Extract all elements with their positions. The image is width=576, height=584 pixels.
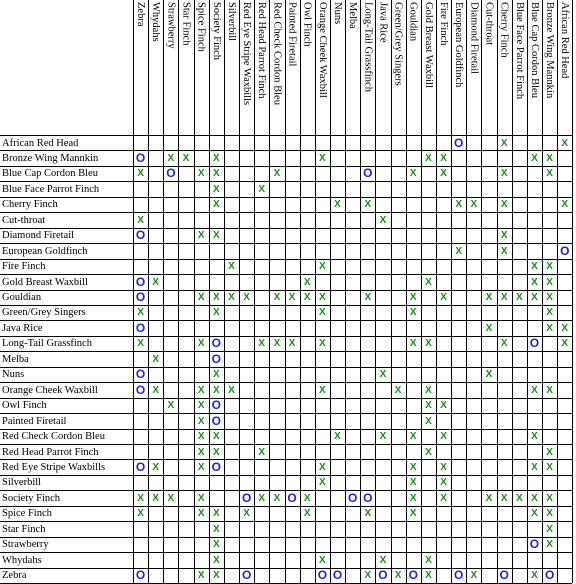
- compatible-mark: X: [394, 570, 402, 582]
- circle-mark: O: [529, 537, 540, 552]
- column-header: [148, 2, 163, 134]
- circle-mark: O: [135, 228, 146, 243]
- column-header: [178, 2, 193, 134]
- grid-line-vertical: [421, 0, 422, 583]
- column-header: [300, 2, 315, 134]
- compatible-mark: X: [152, 276, 160, 288]
- compatible-mark: X: [531, 292, 538, 303]
- column-header: [375, 2, 390, 134]
- compatible-mark: X: [152, 353, 160, 365]
- compatible-mark: X: [440, 477, 447, 489]
- compatible-mark: X: [500, 492, 508, 504]
- compatible-mark: X: [243, 508, 250, 520]
- compatible-mark: X: [561, 338, 569, 350]
- circle-mark: O: [211, 398, 221, 413]
- circle-mark: O: [135, 459, 146, 474]
- circle-mark: O: [241, 490, 252, 505]
- column-header-label: Cut-throat: [483, 2, 495, 46]
- grid-line-vertical: [466, 0, 467, 583]
- column-header: [315, 2, 330, 134]
- column-header-label: Nuns: [331, 2, 343, 25]
- row-label: Zebra: [2, 570, 27, 582]
- compatible-mark: X: [531, 570, 538, 582]
- column-header-label: Gouldian: [407, 2, 419, 42]
- compatible-mark: X: [197, 446, 205, 458]
- compatible-mark: X: [258, 338, 266, 350]
- compatible-mark: X: [137, 492, 144, 504]
- compatible-mark: X: [228, 292, 235, 303]
- compatible-mark: X: [500, 230, 508, 242]
- column-header-label: Star Finch: [180, 2, 192, 46]
- compatible-mark: X: [303, 292, 311, 303]
- compatible-mark: X: [546, 384, 553, 396]
- compatible-mark: X: [212, 183, 220, 195]
- grid-line-vertical: [451, 0, 452, 583]
- column-header-label: Bronze Wing Mannkin: [544, 2, 556, 99]
- row-label: Spice Finch: [2, 508, 52, 520]
- compatible-mark: X: [334, 431, 341, 443]
- compatible-mark: X: [212, 307, 220, 319]
- row-label: Gouldian: [2, 292, 42, 303]
- compatible-mark: X: [212, 539, 220, 551]
- compatible-mark: X: [394, 384, 402, 396]
- circle-mark: O: [211, 351, 221, 366]
- column-header: [481, 2, 496, 134]
- compatible-mark: X: [561, 322, 569, 334]
- column-header-label: Silverbill: [225, 2, 237, 42]
- compatible-mark: X: [515, 292, 523, 303]
- compatible-mark: X: [303, 508, 311, 520]
- row-label: Gold Breast Waxbill: [2, 276, 88, 288]
- column-header: [360, 2, 375, 134]
- column-header-label: Long-Tail Grassfinch: [362, 2, 374, 92]
- compatible-mark: X: [531, 508, 538, 520]
- compatible-mark: X: [455, 199, 463, 211]
- column-header-label: Orange Cheek Waxbill: [316, 2, 328, 98]
- row-label: Green/Grey Singers: [2, 307, 86, 319]
- circle-mark: O: [135, 320, 146, 335]
- compatible-mark: X: [425, 152, 432, 164]
- compatible-mark: X: [137, 168, 144, 180]
- column-header: [194, 2, 209, 134]
- compatible-mark: X: [273, 338, 281, 350]
- compatible-mark: X: [197, 168, 205, 180]
- grid-line-vertical: [330, 0, 331, 583]
- compatible-mark: X: [409, 492, 417, 504]
- row-label: Fire Finch: [2, 261, 46, 273]
- compatible-mark: X: [561, 137, 569, 149]
- row-label: European Goldfinch: [2, 245, 88, 257]
- compatible-mark: X: [319, 477, 326, 489]
- compatible-mark: X: [319, 307, 326, 319]
- column-header: [466, 2, 481, 134]
- compatible-mark: X: [228, 384, 235, 396]
- column-header-label: Cherry Finch: [498, 2, 510, 58]
- row-label: Orange Cheek Waxbill: [2, 384, 98, 396]
- compatible-mark: X: [379, 554, 387, 566]
- compatible-mark: X: [152, 461, 160, 473]
- compatible-mark: X: [212, 292, 220, 303]
- column-header: [497, 2, 512, 134]
- compatible-mark: X: [212, 508, 220, 520]
- column-header: [224, 2, 239, 134]
- circle-mark: O: [332, 568, 343, 583]
- circle-mark: O: [135, 274, 146, 289]
- compatible-mark: X: [425, 446, 432, 458]
- compatible-mark: X: [167, 152, 175, 164]
- column-header-label: Whydahs: [150, 2, 162, 42]
- row-label: Painted Firetail: [2, 415, 67, 427]
- compatible-mark: X: [212, 369, 220, 381]
- column-header: [391, 2, 406, 134]
- compatible-mark: X: [137, 508, 144, 520]
- circle-mark: O: [211, 459, 221, 474]
- compatible-mark: X: [364, 292, 372, 303]
- compatible-mark: X: [364, 199, 372, 211]
- compatible-mark: X: [500, 338, 508, 350]
- grid-line-vertical: [572, 0, 573, 583]
- circle-mark: O: [454, 568, 464, 583]
- column-header-label: Fire Finch: [438, 2, 449, 46]
- compatible-mark: X: [212, 230, 220, 242]
- compatible-mark: X: [319, 338, 326, 350]
- column-header-label: African Red Head: [559, 2, 571, 79]
- column-header-label: Gold Breast Waxbill: [422, 2, 434, 88]
- circle-mark: O: [135, 290, 146, 304]
- compatible-mark: X: [440, 461, 447, 473]
- compatible-mark: X: [425, 276, 432, 288]
- compatible-mark: X: [409, 431, 417, 443]
- circle-mark: O: [347, 490, 358, 505]
- column-header-label: Melba: [347, 2, 359, 29]
- compatible-mark: X: [470, 199, 478, 211]
- column-header: [557, 2, 572, 134]
- compatible-mark: X: [197, 400, 205, 412]
- compatible-mark: X: [546, 307, 553, 319]
- column-header-label: Zebra: [135, 2, 146, 27]
- compatible-mark: X: [137, 307, 144, 319]
- compatible-mark: X: [531, 492, 538, 504]
- compatible-mark: X: [455, 245, 463, 257]
- compatible-mark: X: [531, 431, 538, 443]
- compatible-mark: X: [500, 199, 508, 211]
- column-header: [163, 2, 178, 134]
- compatible-mark: X: [546, 461, 553, 473]
- compatible-mark: X: [197, 570, 205, 582]
- circle-mark: O: [166, 166, 176, 181]
- row-label: Society Finch: [2, 492, 61, 504]
- compatible-mark: X: [531, 152, 538, 164]
- column-header-label: Owl Finch: [301, 2, 313, 47]
- compatible-mark: X: [212, 446, 220, 458]
- compatible-mark: X: [379, 369, 387, 381]
- compatible-mark: X: [319, 292, 326, 303]
- compatible-mark: X: [425, 384, 432, 396]
- column-header: [542, 2, 557, 134]
- compatible-mark: X: [425, 400, 432, 412]
- row-label: Red Check Cordon Bleu: [2, 431, 105, 443]
- compatible-mark: X: [288, 338, 296, 350]
- column-header-label: Society Finch: [210, 2, 222, 61]
- compatible-mark: X: [212, 554, 220, 566]
- column-header: [285, 2, 300, 134]
- compatible-mark: X: [485, 292, 493, 303]
- compatible-mark: X: [561, 199, 569, 211]
- column-header-label: Red Check Cordon Bleu: [271, 2, 283, 105]
- compatible-mark: X: [546, 322, 553, 334]
- row-label: African Red Head: [2, 137, 79, 149]
- compatible-mark: X: [379, 214, 387, 226]
- compatible-mark: X: [273, 492, 281, 504]
- row-label: Whydahs: [2, 554, 42, 566]
- column-header: [239, 2, 254, 134]
- compatible-mark: X: [546, 152, 553, 164]
- compatible-mark: X: [212, 168, 220, 180]
- compatible-mark: X: [303, 276, 311, 288]
- column-header-label: Strawberry: [165, 2, 177, 49]
- column-header-label: Diamond Firetail: [468, 2, 480, 75]
- compatible-mark: X: [379, 431, 387, 443]
- compatible-mark: X: [546, 261, 553, 273]
- compatible-mark: X: [167, 492, 175, 504]
- column-header: [421, 2, 436, 134]
- circle-mark: O: [454, 135, 464, 150]
- compatible-mark: X: [500, 137, 508, 149]
- circle-mark: O: [560, 243, 570, 258]
- column-header: [269, 2, 284, 134]
- compatible-mark: X: [258, 183, 266, 195]
- column-header: [133, 2, 148, 134]
- compatible-mark: X: [152, 384, 160, 396]
- row-label: Cherry Finch: [2, 199, 58, 211]
- compatible-mark: X: [137, 338, 144, 350]
- column-header: [512, 2, 527, 134]
- row-label: Red Eye Stripe Waxbills: [2, 461, 106, 473]
- compatible-mark: X: [546, 292, 553, 303]
- circle-mark: O: [408, 568, 418, 583]
- compatible-mark: X: [212, 152, 220, 164]
- row-label: Owl Finch: [2, 400, 47, 412]
- compatible-mark: X: [440, 400, 447, 412]
- compatible-mark: X: [440, 492, 447, 504]
- circle-mark: O: [378, 568, 388, 583]
- circle-mark: O: [363, 490, 373, 505]
- compatible-mark: X: [197, 384, 205, 396]
- circle-mark: O: [529, 336, 540, 351]
- compatible-mark: X: [531, 461, 538, 473]
- circle-mark: O: [317, 568, 328, 583]
- column-header: [254, 2, 269, 134]
- compatible-mark: X: [500, 245, 508, 257]
- column-header-label: Blue Face Parrot Finch: [513, 2, 525, 100]
- row-label: Melba: [2, 353, 29, 365]
- compatible-mark: X: [515, 492, 523, 504]
- row-label: Star Finch: [2, 523, 46, 535]
- compatible-mark: X: [409, 292, 417, 303]
- compatible-mark: X: [212, 570, 220, 582]
- compatible-mark: X: [425, 554, 432, 566]
- compatible-mark: X: [288, 292, 296, 303]
- compatible-mark: X: [500, 292, 508, 303]
- compatible-mark: X: [182, 152, 190, 164]
- compatible-mark: X: [409, 508, 417, 520]
- column-header-label: European Goldfinch: [453, 2, 465, 88]
- column-header-label: Painted Firetail: [286, 2, 298, 67]
- column-header-label: Red Head Parrot Finch: [256, 2, 268, 99]
- circle-mark: O: [544, 568, 555, 583]
- circle-mark: O: [211, 336, 221, 351]
- compatible-mark: X: [409, 168, 417, 180]
- compatible-mark: X: [319, 261, 326, 273]
- compatible-mark: X: [425, 338, 432, 350]
- compatible-mark: X: [425, 570, 432, 582]
- compatible-mark: X: [485, 492, 493, 504]
- compatible-mark: X: [470, 570, 478, 582]
- compatible-mark: X: [531, 276, 538, 288]
- compatible-mark: X: [197, 508, 205, 520]
- column-header: [330, 2, 345, 134]
- compatible-mark: X: [546, 508, 553, 520]
- compatible-mark: X: [546, 523, 553, 535]
- compatible-mark: X: [500, 168, 508, 180]
- compatible-mark: X: [364, 570, 372, 582]
- row-label: Red Head Parrot Finch: [2, 446, 99, 458]
- row-label: Silverbill: [2, 477, 42, 489]
- row-label: Long-Tail Grassfinch: [2, 338, 92, 350]
- compatible-mark: X: [440, 168, 447, 180]
- circle-mark: O: [135, 367, 146, 382]
- compatible-mark: X: [409, 477, 417, 489]
- compatible-mark: X: [273, 292, 281, 303]
- compatible-mark: X: [212, 523, 220, 535]
- column-header: [436, 2, 451, 134]
- compatible-mark: X: [197, 230, 205, 242]
- circle-mark: O: [287, 490, 297, 505]
- row-label: Blue Face Parrot Finch: [2, 183, 100, 195]
- column-header: [451, 2, 466, 134]
- compatible-mark: X: [485, 369, 493, 381]
- row-label: Strawberry: [2, 539, 49, 551]
- row-label: Java Rice: [2, 322, 43, 334]
- compatible-mark: X: [167, 400, 175, 412]
- row-label: Bronze Wing Mannkin: [2, 152, 99, 164]
- compatible-mark: X: [197, 338, 205, 350]
- row-label: Cut-throat: [2, 214, 46, 226]
- compatible-mark: X: [152, 492, 160, 504]
- compatible-mark: X: [546, 539, 553, 551]
- circle-mark: O: [135, 568, 146, 583]
- compatible-mark: X: [212, 199, 220, 211]
- compatible-mark: X: [546, 492, 553, 504]
- column-header: [209, 2, 224, 134]
- compatible-mark: X: [546, 276, 553, 288]
- column-header-label: Blue Cap Cordon Bleu: [528, 2, 540, 98]
- row-label: Blue Cap Cordon Bleu: [2, 168, 98, 180]
- compatible-mark: X: [319, 384, 326, 396]
- compatible-mark: X: [409, 307, 417, 319]
- column-header-label: Green/Grey Singers: [392, 2, 404, 86]
- compatible-mark: X: [531, 384, 538, 396]
- compatible-mark: X: [228, 261, 235, 273]
- compatible-mark: X: [273, 168, 281, 180]
- compatible-mark: X: [546, 168, 553, 180]
- compatible-mark: X: [485, 322, 493, 334]
- column-header: [345, 2, 360, 134]
- compatible-mark: X: [243, 292, 250, 303]
- compatible-mark: X: [319, 554, 326, 566]
- compatible-mark: X: [303, 492, 311, 504]
- compatible-mark: X: [137, 214, 144, 226]
- compatible-mark: X: [364, 508, 372, 520]
- compatible-mark: X: [197, 461, 205, 473]
- compatible-mark: X: [319, 152, 326, 164]
- circle-mark: O: [211, 413, 221, 428]
- compatible-mark: X: [531, 261, 538, 273]
- compatible-mark: X: [440, 431, 447, 443]
- compatible-mark: X: [409, 461, 417, 473]
- compatible-mark: X: [197, 415, 205, 427]
- circle-mark: O: [135, 150, 146, 165]
- column-header: [527, 2, 542, 134]
- circle-mark: O: [135, 382, 146, 397]
- circle-mark: O: [499, 568, 509, 583]
- column-header-label: Red Eye Stripe Waxbills: [241, 2, 253, 106]
- compatible-mark: X: [197, 492, 205, 504]
- compatible-mark: X: [440, 292, 447, 303]
- compatible-mark: X: [319, 461, 326, 473]
- column-header-label: Spice Finch: [195, 2, 207, 52]
- compatible-mark: X: [425, 415, 432, 427]
- circle-mark: O: [241, 568, 252, 583]
- compatible-mark: X: [212, 384, 220, 396]
- compatible-mark: X: [440, 152, 447, 164]
- column-header-label: Java Rice: [377, 2, 389, 43]
- compatible-mark: X: [197, 292, 205, 303]
- compatible-mark: X: [546, 446, 553, 458]
- compatible-mark: X: [409, 338, 417, 350]
- compatible-mark: X: [258, 446, 266, 458]
- column-header: [406, 2, 421, 134]
- grid-line-vertical: [391, 0, 392, 583]
- compatible-mark: X: [334, 199, 341, 211]
- row-label: Diamond Firetail: [2, 230, 75, 242]
- compatible-mark: X: [197, 431, 205, 443]
- circle-mark: O: [363, 166, 373, 181]
- compatible-mark: X: [212, 431, 220, 443]
- compatible-mark: X: [258, 492, 266, 504]
- row-label: Nuns: [2, 369, 25, 381]
